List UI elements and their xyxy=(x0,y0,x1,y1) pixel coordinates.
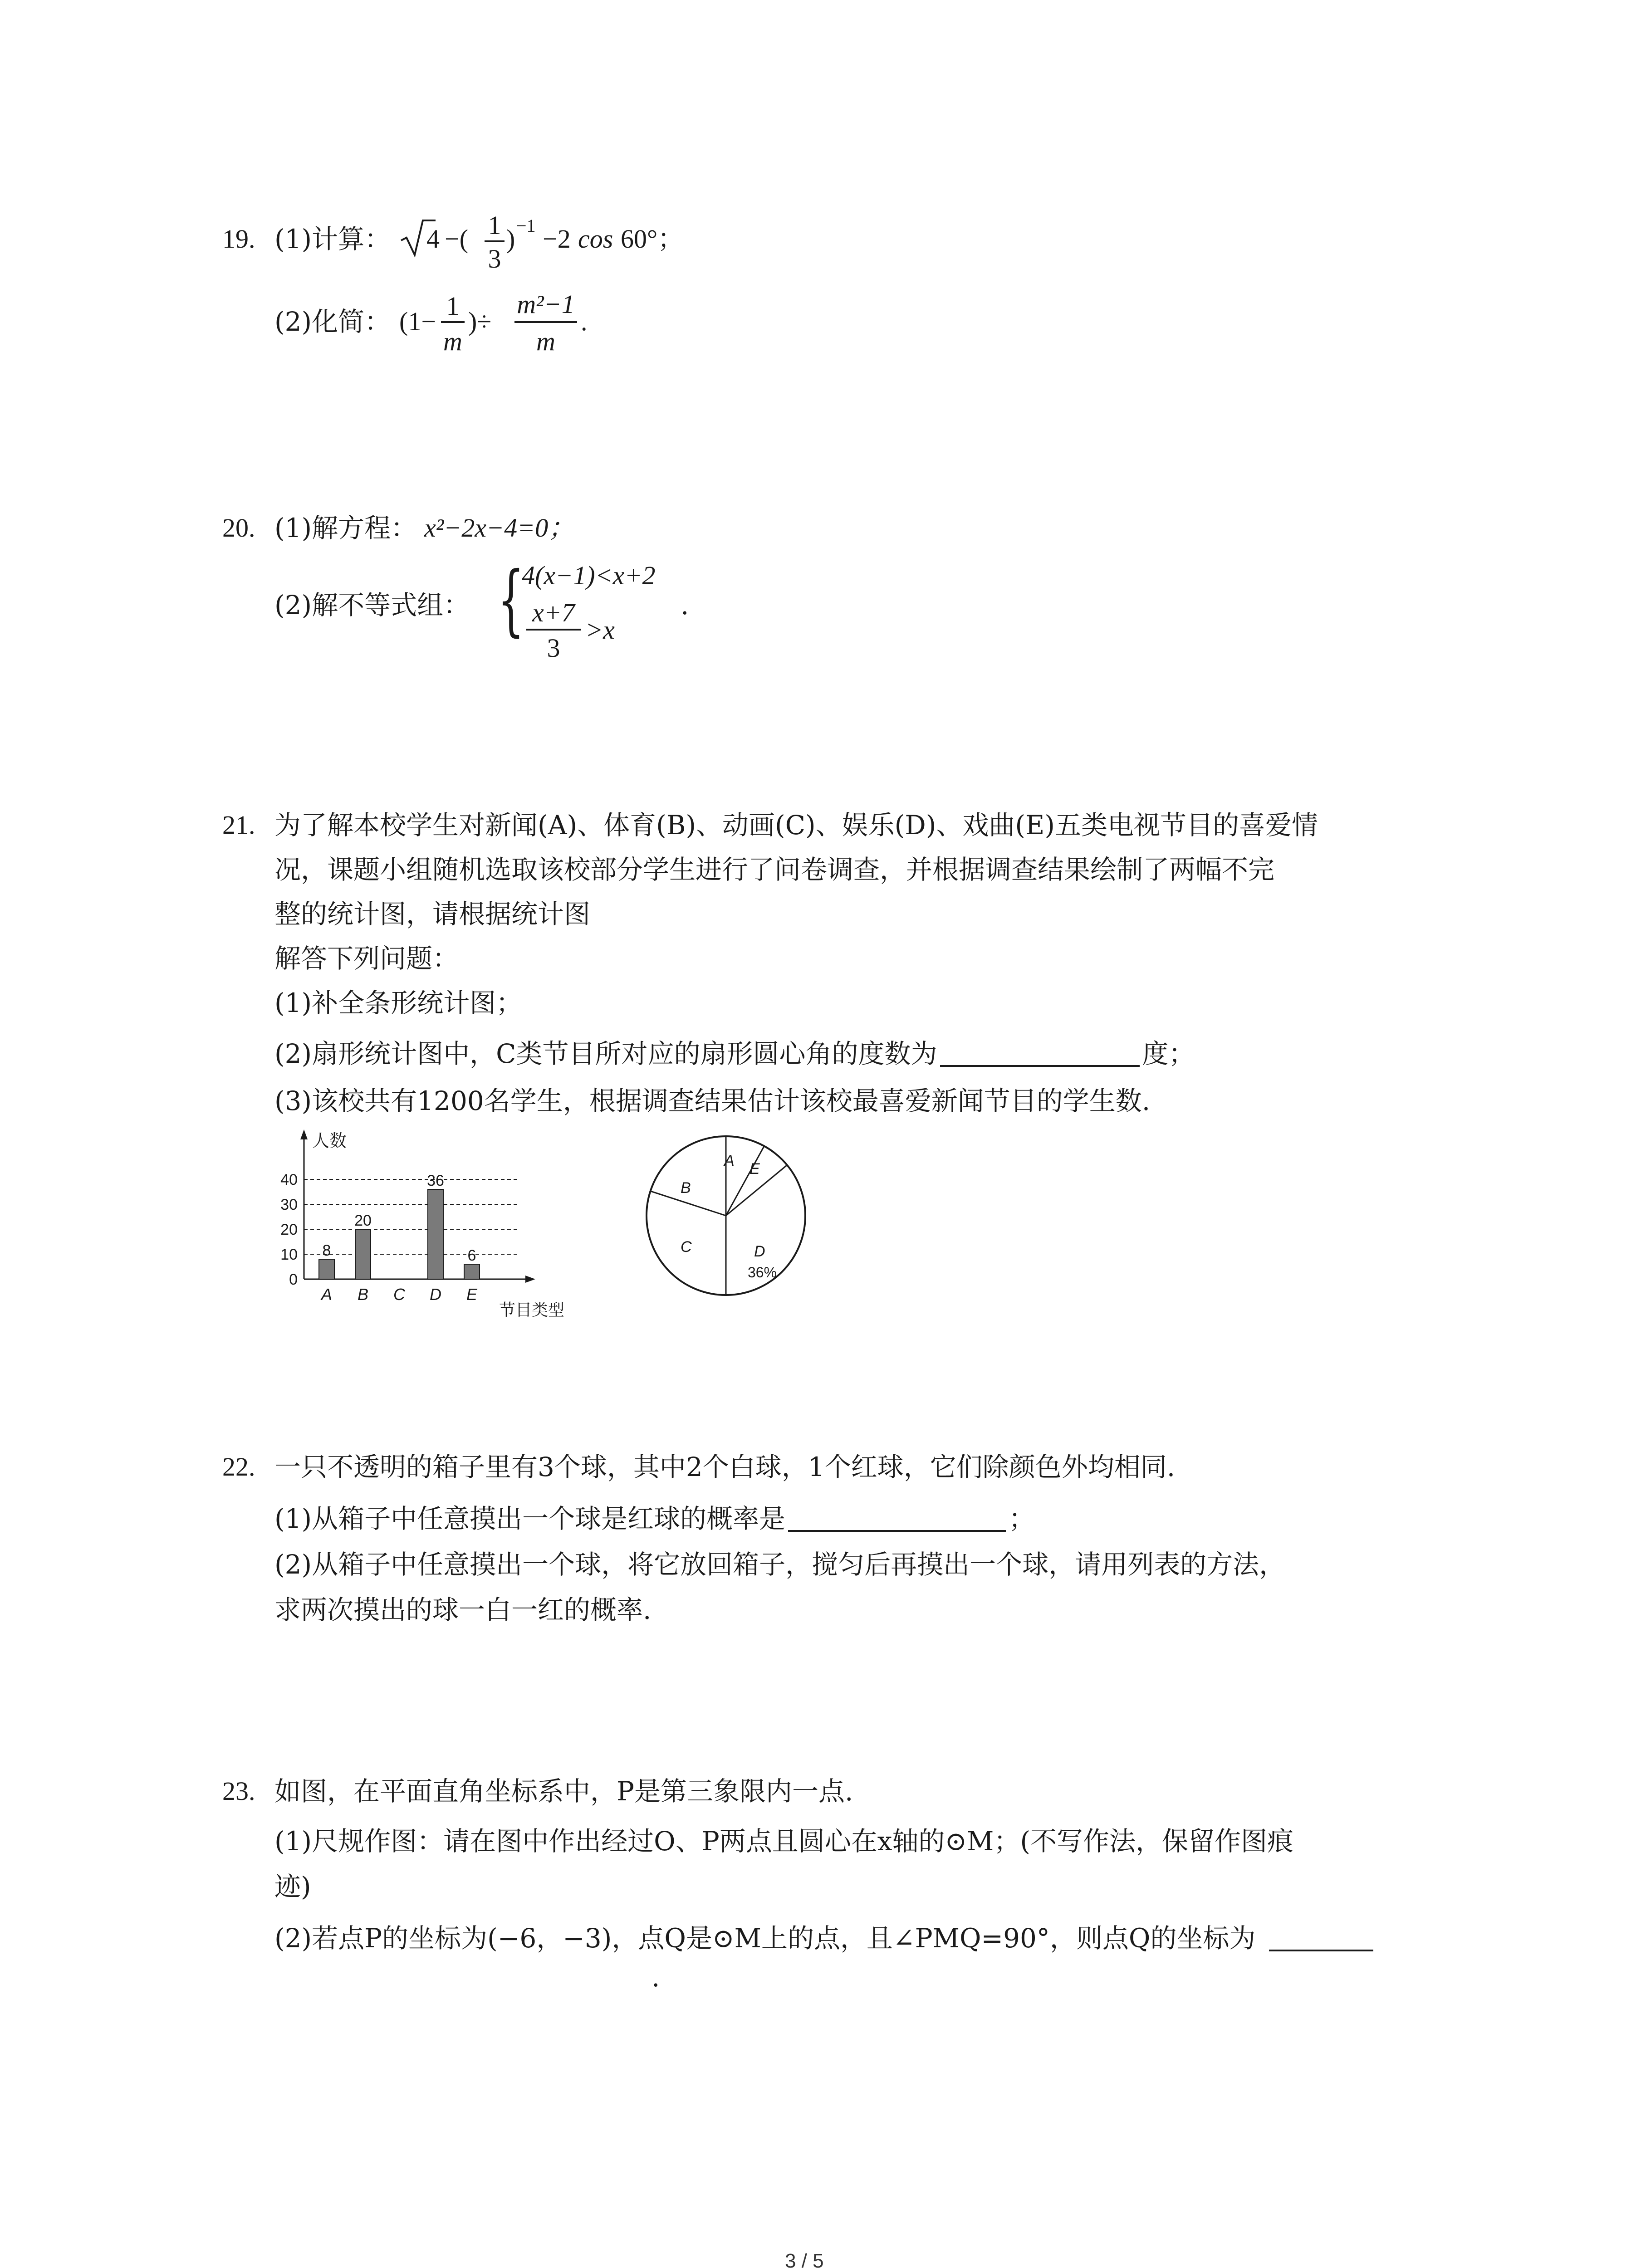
bar-E xyxy=(464,1264,480,1279)
q19-part1-label: (1)计算： xyxy=(274,224,391,254)
inequality-2-rest: >x xyxy=(585,615,615,645)
q22-sub2-line2: 求两次摸出的球一白一红的概率. xyxy=(274,1594,652,1625)
cos-fn: cos xyxy=(578,224,613,254)
page-number: 3 / 5 xyxy=(785,2250,824,2268)
frac-bar xyxy=(485,240,505,242)
x-tick-B: B xyxy=(357,1285,369,1304)
q19-number: 19. xyxy=(222,224,255,254)
x-axis-title: 节目类型 xyxy=(499,1300,565,1319)
pie-label-E: E xyxy=(749,1160,760,1178)
sqrt-arg: 4 xyxy=(426,224,440,254)
pie-label-D: D xyxy=(754,1243,765,1260)
inequality-1: 4(x−1)<x+2 xyxy=(522,561,656,590)
answer-blank-q-coordinate[interactable] xyxy=(1269,1923,1373,1951)
frac-den: 3 xyxy=(488,244,501,274)
x-tick-A: A xyxy=(321,1285,333,1304)
q21-stem-line3: 整的统计图，请根据统计图 xyxy=(274,899,591,929)
q21-stem-line2: 况，课题小组随机选取该校部分学生进行了问卷调查，并根据调查结果绘制了两幅不完 xyxy=(274,854,1275,885)
data-label-D: 36 xyxy=(427,1172,444,1189)
q23-sub1-line2: 迹) xyxy=(274,1871,311,1902)
q23-number: 23. xyxy=(222,1776,255,1806)
q21-stem-line4: 解答下列问题： xyxy=(274,943,459,974)
answer-blank-c-angle[interactable] xyxy=(940,1039,1140,1067)
q23-stem: 如图，在平面直角坐标系中，P是第三象限内一点. xyxy=(274,1776,853,1807)
pie-chart xyxy=(635,1125,817,1302)
y-tick-label: 40 xyxy=(280,1171,298,1188)
data-label-B: 20 xyxy=(354,1212,372,1229)
q21-stem-line1: 为了解本校学生对新闻(A)、体育(B)、动画(C)、娱乐(D)、戏曲(E)五类电视节目的喜爱情 xyxy=(274,810,1318,841)
q21-sub3: (3)该校共有1200名学生，根据调查结果估计该校最喜爱新闻节目的学生数. xyxy=(274,1085,1151,1116)
data-label-A: 8 xyxy=(322,1242,331,1259)
q23-sub1-line1: (1)尺规作图：请在图中作出经过O、P两点且圆心在x轴的⊙M；(不写作法，保留作图痕 xyxy=(274,1826,1294,1857)
x-tick-E: E xyxy=(466,1285,478,1304)
x-tick-D: D xyxy=(430,1285,441,1304)
q21-sub2: (2)扇形统计图中，C类节目所对应的扇形圆心角的度数为 度； xyxy=(274,1038,1195,1069)
minus-paren: −( xyxy=(445,224,469,254)
pie-label-A: A xyxy=(724,1152,735,1169)
y-tick-label: 0 xyxy=(289,1271,298,1288)
q22-sub2-line1: (2)从箱子中任意摸出一个球，将它放回箱子，搅匀后再摸出一个球，请用列表的方法， xyxy=(274,1549,1286,1580)
bar-chart xyxy=(254,1125,599,1325)
y-tick-label: 10 xyxy=(280,1246,298,1263)
q21-number: 21. xyxy=(222,810,255,840)
q23-end-dot: . xyxy=(652,1962,660,1993)
q22-number: 22. xyxy=(222,1452,255,1481)
bar-B xyxy=(355,1229,371,1279)
inequality-2-den: 3 xyxy=(547,633,560,663)
inequality-2-num: x+7 xyxy=(532,598,575,627)
q20-equation: x²−2x−4=0； xyxy=(424,513,575,543)
q20-end-dot: . xyxy=(681,590,689,621)
y-axis-arrow xyxy=(300,1129,308,1139)
y-tick-label: 30 xyxy=(280,1196,298,1213)
angle: 60°； xyxy=(621,224,684,254)
q20-part1-label: (1)解方程： xyxy=(274,513,417,543)
bar-A xyxy=(319,1259,334,1279)
frac-num: 1 xyxy=(488,210,501,240)
x-axis-arrow xyxy=(525,1276,535,1283)
y-axis-title: 人数 xyxy=(312,1132,347,1151)
pie-percent-D: 36% xyxy=(748,1264,777,1281)
exponent: −1 xyxy=(516,215,536,236)
minus-two: −2 xyxy=(543,224,571,254)
q20-part2-label: (2)解不等式组： xyxy=(274,590,470,621)
pie-label-B: B xyxy=(681,1179,691,1197)
q21-sub1: (1)补全条形统计图； xyxy=(274,987,523,1018)
inequality-2-bar xyxy=(526,629,581,631)
data-label-E: 6 xyxy=(467,1247,476,1264)
q22-stem: 一只不透明的箱子里有3个球，其中2个白球，1个红球，它们除颜色外均相同. xyxy=(274,1452,1176,1482)
q20-number: 20. xyxy=(222,513,255,543)
bar-D xyxy=(428,1189,443,1279)
answer-blank-probability[interactable] xyxy=(788,1504,1006,1532)
system-brace: { xyxy=(497,555,524,645)
y-tick-label: 20 xyxy=(280,1221,298,1238)
x-tick-C: C xyxy=(393,1285,405,1304)
q22-sub1: (1)从箱子中任意摸出一个球是红球的概率是 ； xyxy=(274,1503,1035,1534)
q23-sub2: (2)若点P的坐标为(−6，−3)，点Q是⊙M上的点，且∠PMQ=90°，则点Q的坐标为 xyxy=(274,1923,1373,1951)
q19-part2-label: (2)化简： xyxy=(274,306,391,337)
pie-label-C: C xyxy=(681,1238,692,1256)
